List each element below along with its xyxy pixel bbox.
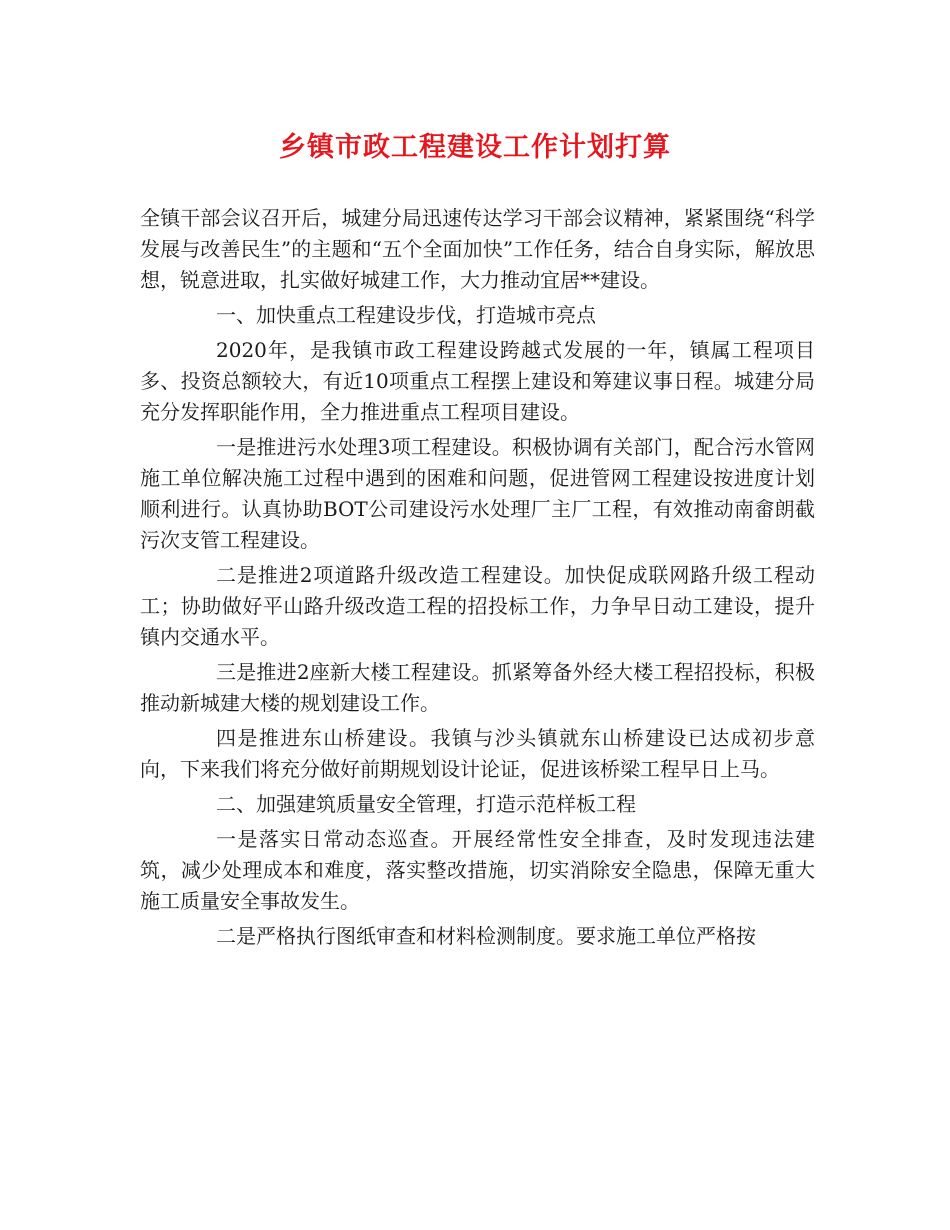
paragraph: 一是落实日常动态巡查。开展经常性安全排查，及时发现违法建筑，减少处理成本和难度，落实整改措施，切实消除安全隐患，保障无重大施工质量安全事故发生。 xyxy=(140,827,815,913)
paragraph: 二是推进2项道路升级改造工程建设。加快促成联网路升级工程动工；协助做好平山路升级改造工程的招投标工作，力争早日动工建设，提升镇内交通水平。 xyxy=(140,563,815,649)
paragraph: 一是推进污水处理3项工程建设。积极协调有关部门，配合污水管网施工单位解决施工过程中遇到的困难和问题，促进管网工程建设按进度计划顺利进行。认真协助BOT公司建设污水处理厂主厂工程，有效推动南畲朗截污次支管工程建设。 xyxy=(140,435,815,552)
paragraph: 二、加强建筑质量安全管理，打造示范样板工程 xyxy=(216,792,636,816)
paragraph: 三是推进2座新大楼工程建设。抓紧筹备外经大楼工程招投标，积极推动新城建大楼的规划建设工作。 xyxy=(140,660,815,715)
paragraph: 四是推进东山桥建设。我镇与沙头镇就东山桥建设已达成初步意向，下来我们将充分做好前期规划设计论证，促进该桥梁工程早日上马。 xyxy=(140,726,815,781)
document-title: 乡镇市政工程建设工作计划打算 xyxy=(279,132,671,163)
document-body xyxy=(140,203,815,956)
paragraph: 二是严格执行图纸审查和材料检测制度。要求施工单位严格按 xyxy=(216,924,756,948)
paragraph: 一、加快重点工程建设步伐，打造城市亮点 xyxy=(216,303,596,327)
paragraph: 全镇干部会议召开后，城建分局迅速传达学习干部会议精神，紧紧围绕“科学发展与改善民生”的主题和“五个全面加快”工作任务，结合自身实际，解放思想，锐意进取，扎实做好城建工作，大力推动宜居**建设。 xyxy=(140,206,815,292)
paragraph: 2020年，是我镇市政工程建设跨越式发展的一年，镇属工程项目多、投资总额较大，有近10项重点工程摆上建设和筹建议事日程。城建分局充分发挥职能作用，全力推进重点工程项目建设。 xyxy=(140,338,815,424)
